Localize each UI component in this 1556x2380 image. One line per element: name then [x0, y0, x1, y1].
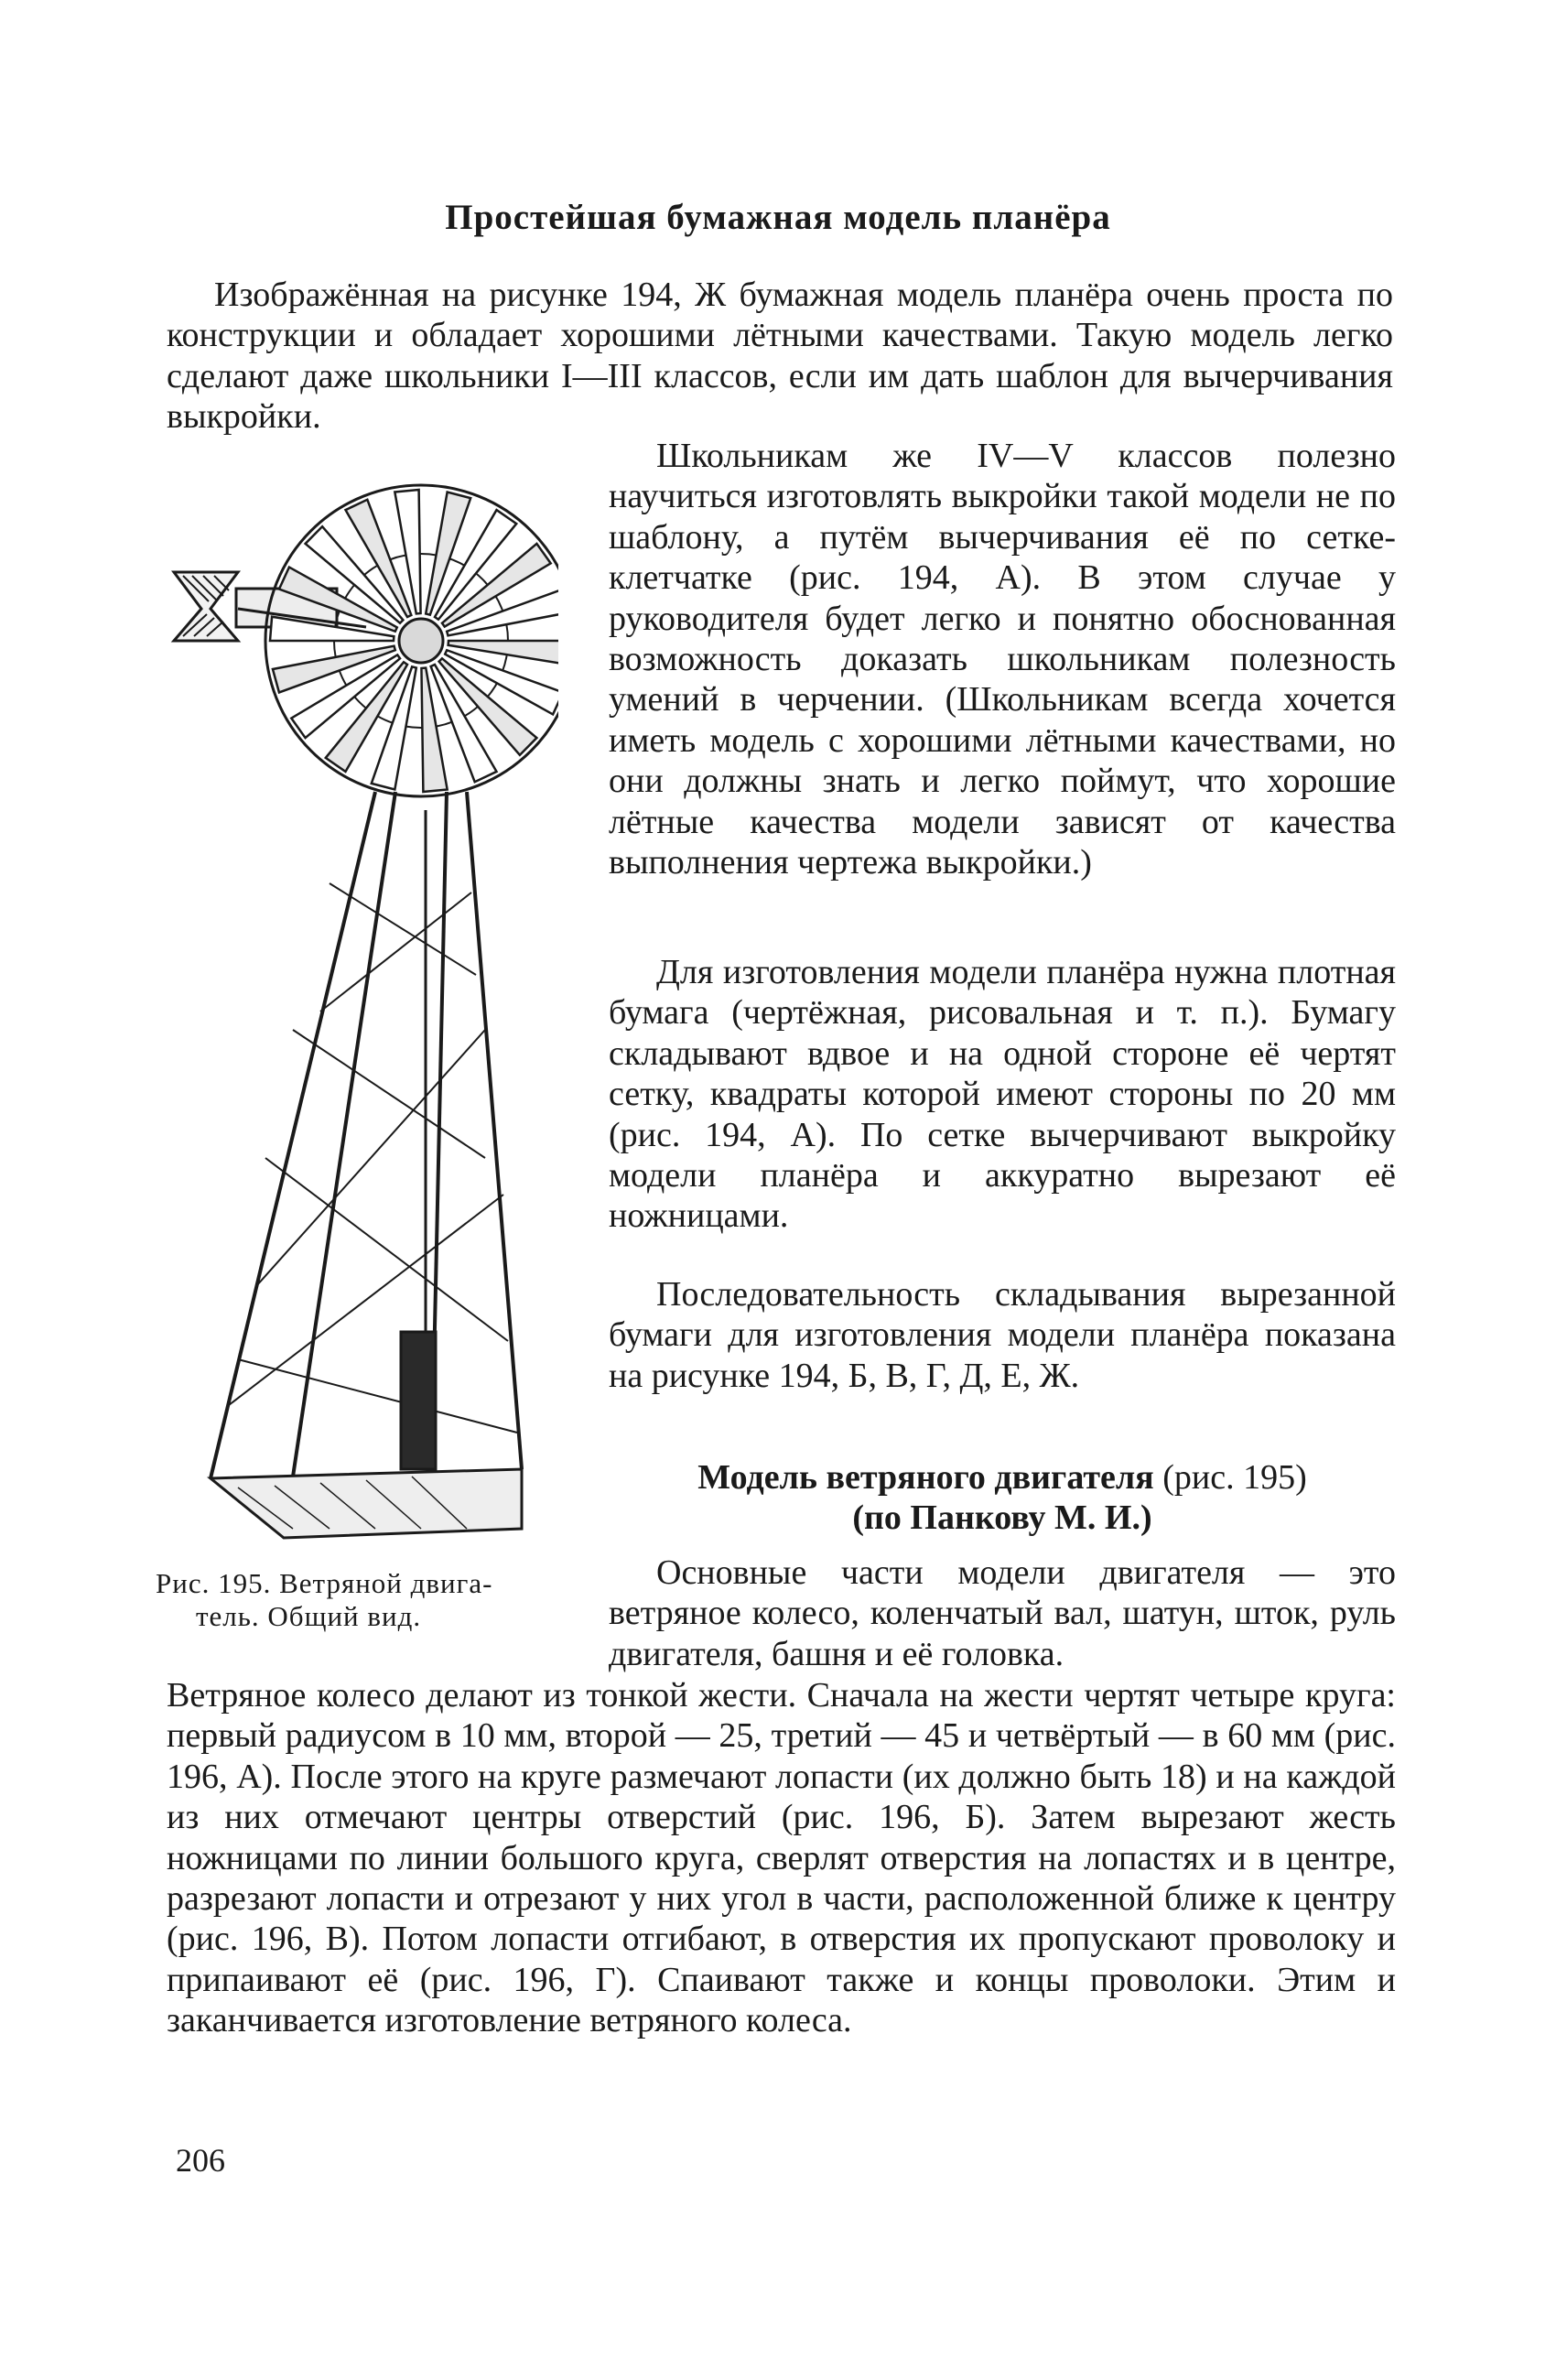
- section-title-glider: Простейшая бумажная модель планёра: [445, 198, 1111, 237]
- tower-frame: [211, 792, 522, 1538]
- paragraph-glider-intro: Изображённая на рисунке 194, Ж бумажная модель планёра очень проста по конструкции и обладает хорошими лётными качествами. Такую модель легко сделают даже школьники I—III классов, если им дать шаблон для вычерчивания выкройки.: [167, 276, 1393, 437]
- caption-line-2: тель. Общий вид.: [196, 1600, 422, 1632]
- page-number: 206: [176, 2142, 225, 2179]
- wind-title-author: (по Панкову М. И.): [852, 1498, 1152, 1537]
- section-title-wind-engine: [609, 1457, 1396, 1538]
- paragraph-glider-folding: Последовательность складывания вырезанной бумаги для изготовления модели планёра показана на рисунке 194, Б, В, Г, Д, Е, Ж.: [609, 1275, 1396, 1395]
- tower-base: [211, 1469, 522, 1538]
- tail-vane: [174, 572, 238, 641]
- wind-wheel-hub: [399, 619, 443, 663]
- tower-braces: [229, 883, 517, 1433]
- paragraph-wind-wheel: Ветряное колесо делают из тонкой жести. Сначала на жести чертят четыре круга: первый радиусом в 10 мм, второй — 25, третий — 45 и четвёртый — в 60 мм (рис. 196, А). После этого на круге размечают лопасти (их должно быть 18) и на каждой из них отмечают центры отверстий (рис. 196, Б). Затем вырезают жесть ножницами по линии большого круга, сверлят отверстия на лопастях и в центре, разрезают лопасти и отрезают у них угол в части, расположенной ближе к центру (рис. 196, В). Потом лопасти отгибают, в отверстия их пропускают проволоку и припаивают её (рис. 196, Г). Спаивают также и концы проволоки. Этим и заканчивается изготовление ветряного колеса.: [167, 1676, 1396, 2040]
- pump-cylinder: [401, 1332, 436, 1469]
- caption-line-1: Рис. 195. Ветряной двига-: [156, 1567, 493, 1599]
- paragraph-wind-parts: Основные части модели двигателя — это ветряное колесо, коленчатый вал, шатун, шток, руль двигателя, башня и её головка.: [609, 1553, 1396, 1673]
- figure-caption: [156, 1567, 586, 1633]
- wind-title-main: Модель ветряного двигателя: [697, 1458, 1154, 1497]
- windmill-illustration: [156, 462, 558, 1561]
- windmill-figure: [156, 462, 558, 1561]
- paragraph-glider-materials: Для изготовления модели планёра нужна плотная бумага (чертёжная, рисовальная и т. п.). Бумагу складывают вдвое и на одной стороне её чертят сетку, квадраты которой имеют стороны по 20 мм (рис. 194, А). По сетке вычерчивают выкройку модели планёра и аккуратно вырезают её ножницами.: [609, 953, 1396, 1236]
- paragraph-glider-drawing: Школьникам же IV—V классов полезно научиться изготовлять выкройки такой модели не по шаблону, а путём вычерчивания её по сетке-клетчатке (рис. 194, А). В этом случае у руководителя будет легко и понятно обоснованная возможность доказать школьникам полезность умений в черчении. (Школьникам всегда хочется иметь модель с хорошими лётными качествами, но они должны знать и легко поймут, что хорошие лётные качества модели зависят от качества выполнения чертежа выкройки.): [609, 437, 1396, 882]
- wind-title-ref: (рис. 195): [1162, 1458, 1307, 1497]
